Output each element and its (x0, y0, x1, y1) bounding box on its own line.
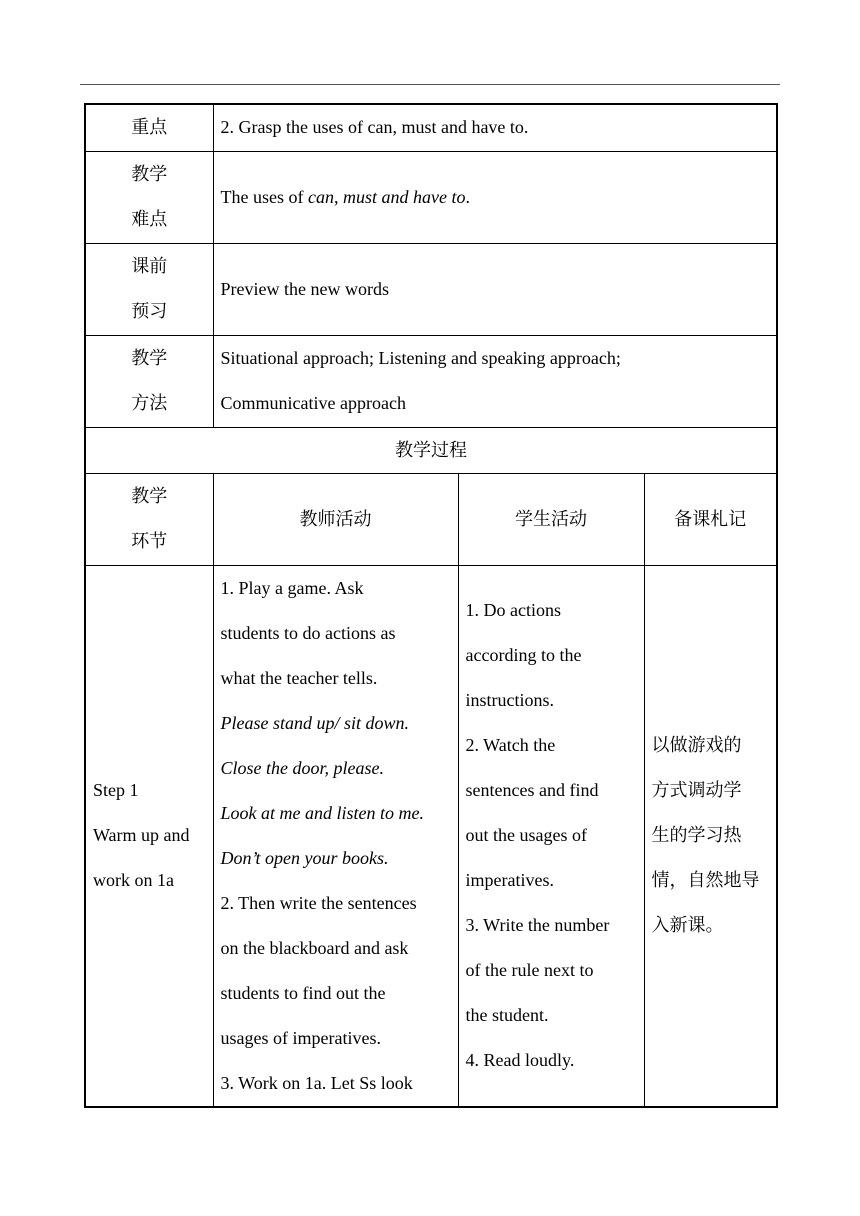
notes-line: 情，自然地导 (651, 870, 760, 892)
notes-line: 方式调动学 (651, 780, 742, 802)
difficulties-comma: , (333, 186, 343, 207)
student-activity-line: according to the (465, 645, 582, 666)
student-activity-line: imperatives. (465, 870, 554, 891)
stage-header-line-2: 环节 (131, 531, 168, 552)
key-points-label: 重点 (85, 104, 213, 151)
preview-label-line-2: 预习 (131, 301, 168, 322)
notes-line: 入新课。 (651, 915, 724, 937)
preview-label-line-1: 课前 (131, 256, 168, 277)
methods-content (213, 335, 777, 427)
difficulties-can: can (307, 186, 334, 207)
student-activity-line: the student. (465, 1005, 549, 1026)
preview-label (85, 243, 213, 335)
teacher-activity-line: students to find out the (220, 982, 386, 1003)
step1-stage-line: Warm up and (93, 825, 190, 846)
student-activity-line: instructions. (465, 690, 554, 711)
teacher-activity-line: Don’t open your books. (220, 847, 389, 868)
student-activity-line: out the usages of (465, 825, 587, 846)
row-preview (85, 243, 777, 335)
notes-line: 以做游戏的 (651, 735, 742, 757)
preview-content: Preview the new words (213, 243, 777, 335)
methods-line-1: Situational approach; Listening and speaking approach; (220, 348, 621, 368)
process-title: 教学过程 (85, 427, 777, 473)
key-points-content: 2. Grasp the uses of can, must and have to. (213, 104, 777, 151)
step1-teacher-activity (213, 565, 458, 1107)
notes-line: 生的学习热 (651, 825, 742, 847)
methods-label-line-2: 方法 (131, 393, 168, 414)
difficulties-label (85, 151, 213, 243)
step1-student-activity (458, 565, 644, 1107)
row-key-points (85, 104, 777, 151)
stage-header (85, 473, 213, 565)
difficulties-must-have: must and have to (342, 186, 466, 207)
teacher-activity-line: usages of imperatives. (220, 1027, 381, 1048)
teacher-activity-line: students to do actions as (220, 622, 396, 643)
notes-header: 备课札记 (644, 473, 777, 565)
methods-label (85, 335, 213, 427)
student-activity-line: 3. Write the number (465, 915, 610, 936)
teacher-activity-line: Close the door, please. (220, 757, 384, 778)
step1-stage (85, 565, 213, 1107)
header-rule (80, 84, 780, 85)
row-difficulties (85, 151, 777, 243)
methods-label-line-1: 教学 (131, 348, 168, 369)
teacher-activity-line: Please stand up/ sit down. (220, 712, 409, 733)
row-step-1 (85, 565, 777, 1107)
row-process-title (85, 427, 777, 473)
difficulties-suffix: . (465, 186, 470, 207)
teacher-activity-line: what the teacher tells. (220, 667, 378, 688)
student-activity-line: of the rule next to (465, 960, 594, 981)
teacher-activity-line: Look at me and listen to me. (220, 802, 424, 823)
student-activity-line: 2. Watch the (465, 735, 556, 756)
teacher-activity-line: 3. Work on 1a. Let Ss look (220, 1072, 413, 1093)
student-activity-line: sentences and find (465, 780, 599, 801)
step1-stage-line: Step 1 (93, 780, 139, 801)
difficulties-content (213, 151, 777, 243)
difficulties-prefix: The uses of (220, 186, 308, 207)
teacher-activity-line: 2. Then write the sentences (220, 892, 417, 913)
step1-stage-line: work on 1a (93, 870, 174, 891)
row-column-headers (85, 473, 777, 565)
student-activity-header: 学生活动 (458, 473, 644, 565)
teacher-activity-line: on the blackboard and ask (220, 937, 409, 958)
lesson-plan-table (84, 103, 778, 1108)
student-activity-line: 4. Read loudly. (465, 1050, 575, 1071)
teacher-activity-header: 教师活动 (213, 473, 458, 565)
methods-line-2: Communicative approach (220, 393, 406, 413)
teacher-activity-line: 1. Play a game. Ask (220, 577, 364, 598)
difficulties-label-line-1: 教学 (131, 164, 168, 185)
student-activity-line: 1. Do actions (465, 600, 561, 621)
difficulties-label-line-2: 难点 (131, 209, 168, 230)
row-methods (85, 335, 777, 427)
step1-notes (644, 565, 777, 1107)
stage-header-line-1: 教学 (131, 486, 168, 507)
